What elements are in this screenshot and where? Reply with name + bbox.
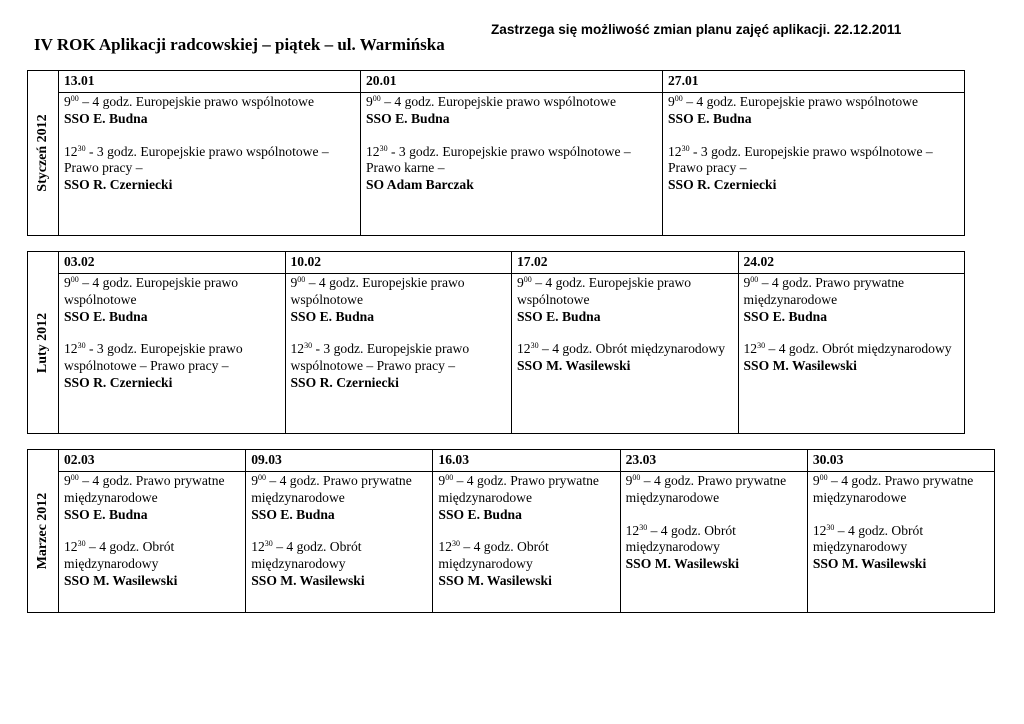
session-afternoon <box>64 341 283 375</box>
day-date: 09.03 <box>246 450 432 472</box>
session-judge: SSO R. Czerniecki <box>290 374 399 390</box>
session-desc: – 4 godz. Obrót międzynarodowy <box>538 341 726 357</box>
session-minute: 00 <box>258 473 266 482</box>
day-column <box>621 450 808 612</box>
month-label-text: Luty 2012 <box>35 312 50 373</box>
session-minute: 30 <box>452 539 460 549</box>
session-minute: 00 <box>70 473 79 482</box>
session-morning <box>291 275 510 309</box>
session-desc: – 4 godz. Europejskie prawo wspólnotowe <box>380 94 616 109</box>
session-morning <box>64 94 358 111</box>
day-schedule <box>59 472 245 590</box>
session-hour: 9 <box>290 275 298 290</box>
session-desc: – 4 godz. Prawo prywatne międzynarodowe <box>64 473 225 505</box>
session-hour: 12 <box>64 341 78 357</box>
day-date: 02.03 <box>59 450 245 472</box>
session-morning <box>626 473 805 507</box>
day-date: 24.02 <box>739 252 965 274</box>
session-hour: 9 <box>625 473 633 488</box>
session-judge: SSO R. Czerniecki <box>64 374 173 390</box>
session-afternoon <box>438 539 617 573</box>
session-hour: 9 <box>812 473 820 488</box>
day-column <box>286 252 513 433</box>
day-schedule <box>621 472 807 573</box>
day-date: 16.03 <box>433 450 619 472</box>
session-morning <box>438 473 617 507</box>
day-schedule <box>808 472 994 573</box>
day-date: 30.03 <box>808 450 994 472</box>
session-morning <box>366 94 660 111</box>
session-hour: 12 <box>812 522 827 538</box>
session-afternoon <box>366 144 660 178</box>
session-morning <box>64 275 283 309</box>
session-judge: SSO M. Wasilewski <box>743 358 857 374</box>
session-hour: 12 <box>64 539 78 555</box>
day-date: 17.02 <box>512 252 738 274</box>
session-hour: 12 <box>517 341 531 357</box>
session-judge: SSO E. Budna <box>366 110 450 126</box>
session-afternoon <box>64 144 358 178</box>
session-minute: 30 <box>826 522 835 532</box>
session-hour: 9 <box>251 473 258 488</box>
session-desc: – 4 godz. Europejskie prawo wspólnotowe <box>64 275 239 307</box>
session-morning <box>813 473 992 507</box>
session-judge: SSO E. Budna <box>64 110 148 126</box>
session-desc: – 4 godz. Obrót międzynarodowy <box>765 341 952 357</box>
session-desc: – 4 godz. Prawo prywatne międzynarodowe <box>438 473 599 505</box>
day-column <box>59 252 286 433</box>
session-minute: 00 <box>70 94 79 103</box>
session-hour: 9 <box>64 94 71 109</box>
day-column <box>808 450 994 612</box>
month-table-february <box>27 251 965 434</box>
session-judge: SSO E. Budna <box>668 110 752 126</box>
day-schedule <box>433 472 619 590</box>
session-judge: SSO M. Wasilewski <box>64 572 178 588</box>
session-morning <box>744 275 963 309</box>
session-hour: 9 <box>366 94 373 109</box>
session-hour: 12 <box>625 522 640 538</box>
session-minute: 00 <box>674 94 683 103</box>
session-minute: 30 <box>681 143 690 153</box>
session-minute: 30 <box>77 143 86 153</box>
session-afternoon <box>64 539 243 573</box>
month-label <box>28 71 59 235</box>
session-afternoon <box>251 539 430 573</box>
session-desc: – 4 godz. Europejskie prawo wspólnotowe <box>682 94 918 109</box>
day-column <box>59 71 361 235</box>
day-date: 20.01 <box>361 71 662 93</box>
session-desc: – 4 godz. Europejskie prawo wspólnotowe <box>78 94 314 109</box>
session-judge: SSO E. Budna <box>290 308 375 324</box>
month-table-march <box>27 449 995 613</box>
session-minute: 00 <box>372 94 381 103</box>
month-label <box>28 450 59 612</box>
day-date: 03.02 <box>59 252 285 274</box>
session-desc: - 3 godz. Europejskie prawo wspólnotowe – Prawo pracy – <box>668 143 933 176</box>
day-column <box>59 450 246 612</box>
day-column <box>663 71 964 235</box>
month-label <box>28 252 59 433</box>
session-judge: SO Adam Barczak <box>366 177 474 193</box>
session-hour: 9 <box>668 94 675 109</box>
session-hour: 12 <box>438 539 452 555</box>
session-minute: 30 <box>264 539 273 549</box>
session-judge: SSO E. Budna <box>251 506 335 522</box>
session-judge: SSO R. Czerniecki <box>64 177 173 193</box>
day-date: 10.02 <box>286 252 512 274</box>
day-schedule <box>59 274 285 392</box>
session-minute: 00 <box>445 473 454 482</box>
session-desc: – 4 godz. Prawo prywatne międzynarodowe <box>812 473 974 505</box>
session-desc: – 4 godz. Prawo prywatne międzynarodowe <box>743 275 905 307</box>
session-judge: SSO R. Czerniecki <box>668 177 777 193</box>
session-judge: SSO E. Budna <box>517 308 601 324</box>
session-hour: 12 <box>64 143 78 159</box>
session-judge: SSO M. Wasilewski <box>517 358 631 374</box>
day-date: 27.01 <box>663 71 964 93</box>
session-minute: 00 <box>750 275 759 284</box>
month-label-text: Styczeń 2012 <box>35 114 50 192</box>
session-desc: - 3 godz. Europejskie prawo wspólnotowe – Prawo pracy – <box>290 341 470 374</box>
day-column <box>433 450 620 612</box>
session-minute: 00 <box>297 275 306 284</box>
session-afternoon <box>517 341 736 358</box>
session-minute: 30 <box>77 539 86 549</box>
session-desc: – 4 godz. Obrót międzynarodowy <box>251 539 362 572</box>
session-minute: 00 <box>523 275 532 284</box>
day-column <box>512 252 739 433</box>
day-column <box>246 450 433 612</box>
session-hour: 9 <box>517 275 524 290</box>
session-desc: - 3 godz. Europejskie prawo wspólnotowe – Prawo pracy – <box>64 143 329 176</box>
session-morning <box>251 473 430 507</box>
session-minute: 30 <box>304 341 313 351</box>
session-minute: 00 <box>632 473 641 482</box>
session-afternoon <box>744 341 963 358</box>
session-desc: – 4 godz. Prawo prywatne międzynarodowe <box>251 473 412 505</box>
session-afternoon <box>626 523 805 557</box>
session-hour: 9 <box>438 473 446 488</box>
session-judge: SSO M. Wasilewski <box>625 556 740 572</box>
session-judge: SSO E. Budna <box>64 506 148 522</box>
session-hour: 9 <box>64 275 71 290</box>
day-schedule <box>286 274 512 392</box>
session-morning <box>517 275 736 309</box>
day-schedule <box>663 93 964 194</box>
session-afternoon <box>813 523 992 557</box>
day-column <box>739 252 965 433</box>
session-hour: 9 <box>64 473 71 488</box>
session-desc: – 4 godz. Prawo prywatne międzynarodowe <box>625 473 787 505</box>
session-minute: 00 <box>819 473 828 482</box>
session-minute: 30 <box>379 143 388 153</box>
session-minute: 30 <box>77 341 86 351</box>
session-hour: 12 <box>366 143 380 159</box>
session-judge: SSO M. Wasilewski <box>438 572 552 588</box>
day-column <box>361 71 663 235</box>
session-desc: - 3 godz. Europejskie prawo wspólnotowe – Prawo karne – <box>366 143 631 176</box>
session-hour: 12 <box>743 341 758 357</box>
month-label-text: Marzec 2012 <box>35 492 50 570</box>
session-morning <box>64 473 243 507</box>
day-schedule <box>246 472 432 590</box>
session-judge: SSO E. Budna <box>64 308 148 324</box>
session-desc: – 4 godz. Europejskie prawo wspólnotowe <box>517 275 692 307</box>
session-afternoon <box>668 144 962 178</box>
session-desc: – 4 godz. Obrót międzynarodowy <box>64 539 175 572</box>
session-desc: – 4 godz. Europejskie prawo wspólnotowe <box>290 275 465 307</box>
session-minute: 30 <box>530 341 539 351</box>
day-schedule <box>512 274 738 375</box>
session-desc: – 4 godz. Obrót międzynarodowy <box>812 522 924 555</box>
session-judge: SSO E. Budna <box>438 506 522 522</box>
day-schedule <box>361 93 662 194</box>
session-hour: 12 <box>251 539 265 555</box>
session-minute: 30 <box>757 341 766 351</box>
session-morning <box>668 94 962 111</box>
session-desc: - 3 godz. Europejskie prawo wspólnotowe – Prawo pracy – <box>64 341 243 374</box>
session-hour: 12 <box>290 341 305 357</box>
session-afternoon <box>291 341 510 375</box>
day-schedule <box>59 93 360 194</box>
day-date: 23.03 <box>621 450 807 472</box>
session-judge: SSO M. Wasilewski <box>251 572 365 588</box>
session-judge: SSO M. Wasilewski <box>812 556 927 572</box>
page-title: IV ROK Aplikacji radcowskiej – piątek – ul. Warmińska <box>34 35 445 54</box>
session-hour: 12 <box>668 143 682 159</box>
day-date: 13.01 <box>59 71 360 93</box>
session-judge: SSO E. Budna <box>743 308 828 324</box>
session-desc: – 4 godz. Obrót międzynarodowy <box>438 539 549 572</box>
change-notice: Zastrzega się możliwość zmian planu zajęć aplikacji. 22.12.2011 <box>491 22 902 37</box>
month-table-january <box>27 70 965 236</box>
session-minute: 00 <box>70 275 79 284</box>
session-desc: – 4 godz. Obrót międzynarodowy <box>625 522 736 555</box>
day-schedule <box>739 274 965 375</box>
session-minute: 30 <box>639 522 648 532</box>
session-hour: 9 <box>743 275 751 290</box>
